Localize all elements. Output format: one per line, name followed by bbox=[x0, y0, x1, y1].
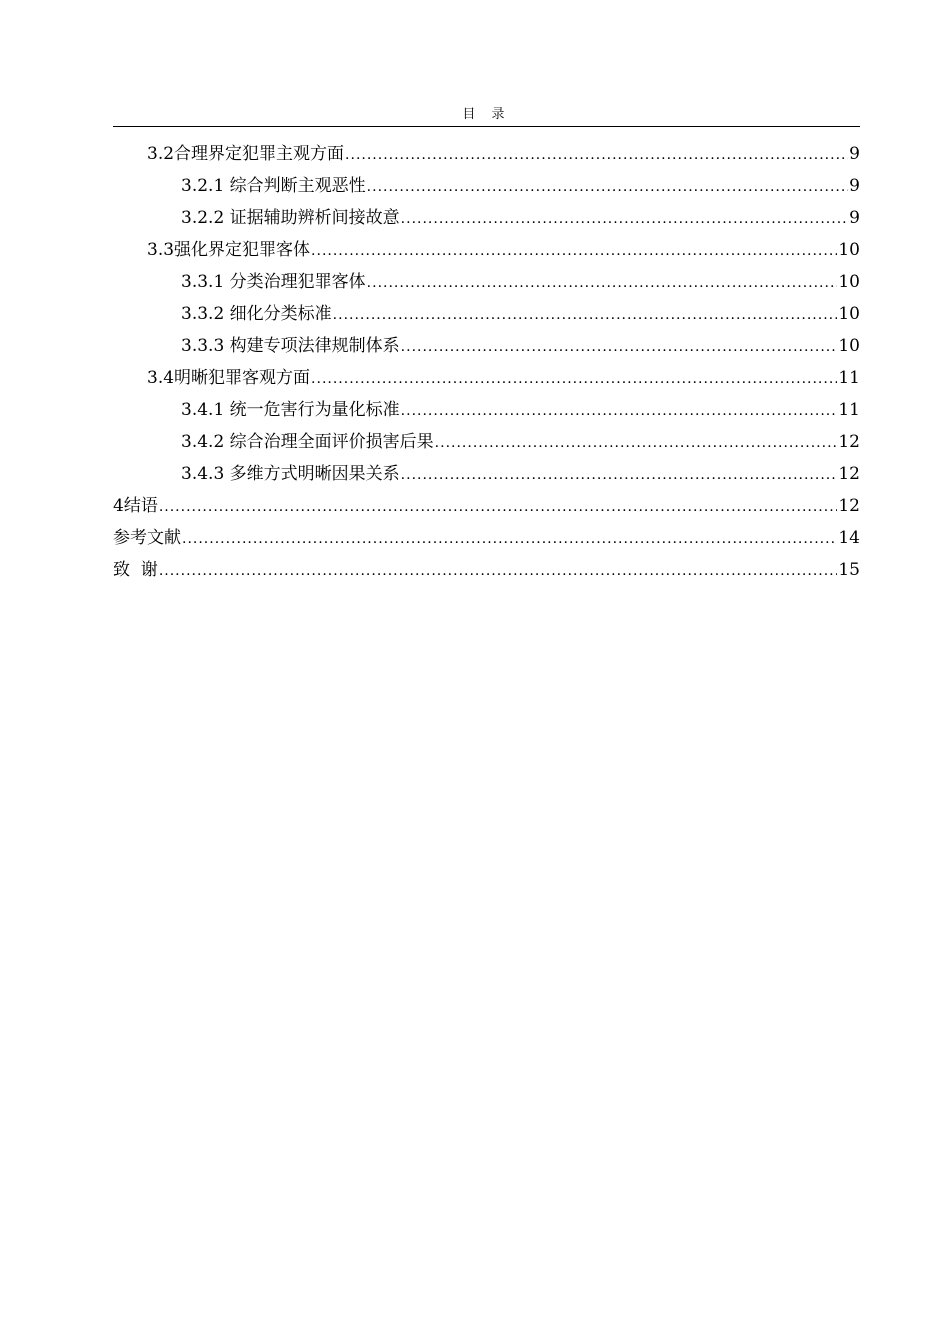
toc-entry[interactable] bbox=[113, 366, 860, 398]
toc-entry[interactable] bbox=[113, 174, 860, 206]
table-of-contents bbox=[113, 142, 860, 590]
toc-dot-leader bbox=[401, 207, 849, 231]
toc-entry-label: 3.4.3 多维方式明晰因果关系 bbox=[181, 464, 400, 484]
toc-entry-page: 14 bbox=[838, 528, 860, 548]
toc-entry-page: 10 bbox=[838, 336, 860, 356]
toc-dot-leader bbox=[401, 335, 838, 359]
toc-dot-leader bbox=[367, 175, 849, 199]
toc-dot-leader bbox=[159, 495, 838, 519]
toc-entry-page: 12 bbox=[838, 464, 860, 484]
toc-entry-page: 12 bbox=[838, 432, 860, 452]
toc-dot-leader bbox=[182, 527, 837, 551]
toc-entry-label: 3.2.2 证据辅助辨析间接故意 bbox=[181, 208, 400, 228]
toc-entry-label: 3.3.2 细化分类标准 bbox=[181, 304, 332, 324]
toc-dot-leader bbox=[401, 463, 838, 487]
toc-entry-label: 3.4.2 综合治理全面评价损害后果 bbox=[181, 432, 434, 452]
toc-dot-leader bbox=[159, 559, 838, 583]
toc-entry-label: 3.3.1 分类治理犯罪客体 bbox=[181, 272, 366, 292]
toc-dot-leader bbox=[401, 399, 838, 423]
toc-entry-page: 11 bbox=[838, 368, 860, 388]
toc-dot-leader bbox=[311, 239, 837, 263]
toc-entry[interactable] bbox=[113, 494, 860, 526]
toc-entry-page: 10 bbox=[838, 304, 860, 324]
toc-entry[interactable] bbox=[113, 238, 860, 270]
toc-entry[interactable] bbox=[113, 558, 860, 590]
toc-entry-label: 参考文献 bbox=[113, 528, 181, 548]
toc-entry[interactable] bbox=[113, 430, 860, 462]
toc-entry-page: 9 bbox=[849, 176, 860, 196]
toc-entry-page: 10 bbox=[838, 272, 860, 292]
toc-entry-label: 3.3.3 构建专项法律规制体系 bbox=[181, 336, 400, 356]
toc-entry[interactable] bbox=[113, 302, 860, 334]
toc-entry-label: 致 谢 bbox=[113, 560, 158, 580]
toc-entry-label: 3.3强化界定犯罪客体 bbox=[147, 240, 311, 260]
toc-dot-leader bbox=[367, 271, 838, 295]
toc-entry-label: 4结语 bbox=[113, 496, 158, 516]
toc-entry[interactable] bbox=[113, 270, 860, 302]
toc-entry-page: 11 bbox=[838, 400, 860, 420]
toc-entry[interactable] bbox=[113, 526, 860, 558]
toc-entry-label: 3.4.1 统一危害行为量化标准 bbox=[181, 400, 400, 420]
toc-dot-leader bbox=[435, 431, 838, 455]
toc-entry[interactable] bbox=[113, 142, 860, 174]
toc-entry-page: 9 bbox=[849, 208, 860, 228]
toc-entry-page: 12 bbox=[838, 496, 860, 516]
toc-entry-page: 9 bbox=[849, 144, 860, 164]
toc-entry-label: 3.2合理界定犯罪主观方面 bbox=[147, 144, 345, 164]
toc-entry-label: 3.4明晰犯罪客观方面 bbox=[147, 368, 311, 388]
toc-dot-leader bbox=[311, 367, 837, 391]
toc-dot-leader bbox=[333, 303, 838, 327]
toc-entry[interactable] bbox=[113, 206, 860, 238]
toc-entry[interactable] bbox=[113, 398, 860, 430]
toc-entry-label: 3.2.1 综合判断主观恶性 bbox=[181, 176, 366, 196]
toc-entry[interactable] bbox=[113, 462, 860, 494]
toc-dot-leader bbox=[345, 143, 848, 167]
toc-entry-page: 15 bbox=[838, 560, 860, 580]
running-header: 目 录 bbox=[113, 108, 860, 127]
toc-entry[interactable] bbox=[113, 334, 860, 366]
toc-entry-page: 10 bbox=[838, 240, 860, 260]
